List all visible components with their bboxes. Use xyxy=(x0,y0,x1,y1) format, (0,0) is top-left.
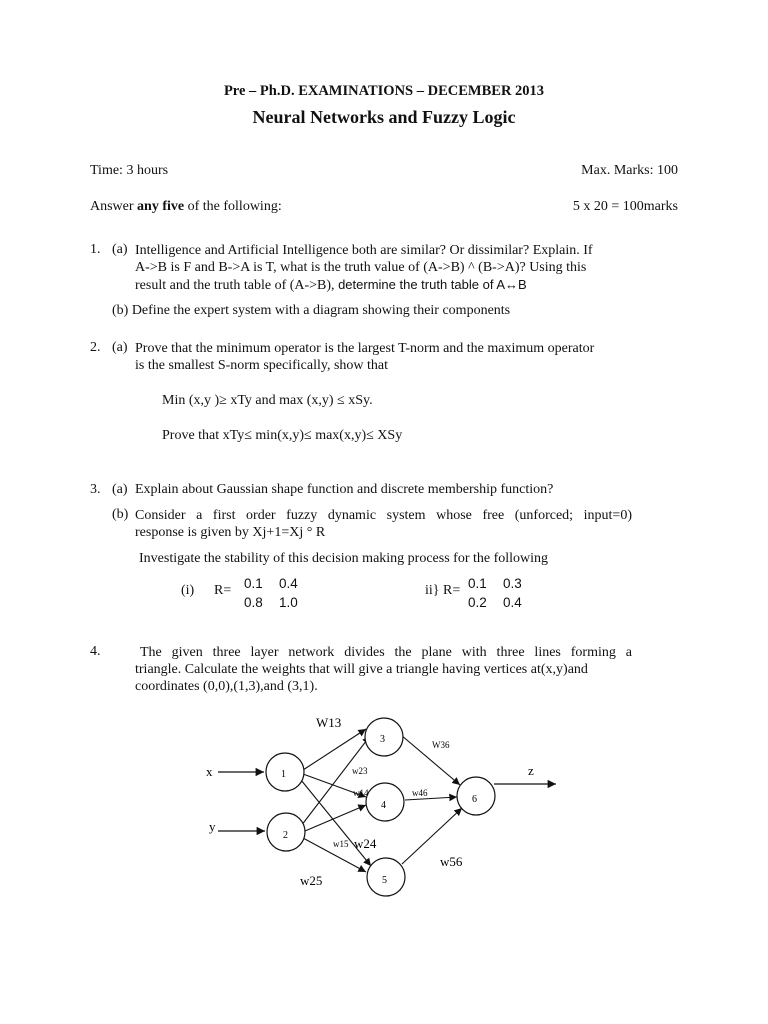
marks-scheme: 5 x 20 = 100marks xyxy=(572,199,678,214)
q2a-line2: is the smallest S-norm specifically, show that xyxy=(135,358,388,373)
q4-line3: coordinates (0,0),(1,3),and (3,1). xyxy=(135,679,318,694)
weight-w36: W36 xyxy=(432,740,450,750)
q1a-line3-sans: determine the truth table of A↔B xyxy=(338,277,527,292)
q2a-label: (a) xyxy=(112,340,128,355)
exam-header: Pre – Ph.D. EXAMINATIONS – DECEMBER 2013 xyxy=(223,83,545,99)
weight-w14: w14 xyxy=(353,788,369,798)
matrix-cell: 0.4 xyxy=(503,595,522,610)
node-4-label: 4 xyxy=(381,800,386,811)
node-6 xyxy=(457,777,495,815)
q4-line2: triangle. Calculate the weights that will give a triangle having vertices at(x,y)and xyxy=(135,662,588,677)
node-1-label: 1 xyxy=(281,769,286,780)
q3-number: 3. xyxy=(90,482,101,497)
node-5-label: 5 xyxy=(382,875,387,886)
node-2-label: 2 xyxy=(283,830,288,841)
matrix-cell: 0.8 xyxy=(244,595,263,610)
q2a-line1: Prove that the minimum operator is the largest T-norm and the maximum operator xyxy=(135,341,595,356)
q1a-label: (a) xyxy=(112,242,128,257)
q4-line1: The given three layer network divides the plane with three lines forming a xyxy=(140,645,632,660)
matrix-cell: 1.0 xyxy=(279,595,298,610)
matrix-cell: 0.1 xyxy=(244,576,263,591)
q1-number: 1. xyxy=(90,242,101,257)
output-z-label: z xyxy=(528,763,534,778)
q3a-text: Explain about Gaussian shape function and discrete membership function? xyxy=(135,482,554,497)
weight-w24: w24 xyxy=(354,836,377,851)
q2-equation-2: Prove that xTy≤ min(x,y)≤ max(x,y)≤ XSy xyxy=(162,428,403,443)
q1a-line3-serif: result and the truth table of (A->B), xyxy=(135,278,339,293)
node-3-label: 3 xyxy=(380,734,385,745)
max-marks-label: Max. Marks: 100 xyxy=(581,163,678,178)
q3-case-i-r: R= xyxy=(214,583,232,598)
edge-1-3 xyxy=(303,729,366,770)
weight-w25: w25 xyxy=(300,873,323,888)
matrix-cell: 0.3 xyxy=(503,576,522,591)
weight-w46: w46 xyxy=(412,788,428,798)
time-label: Time: 3 hours xyxy=(90,163,169,178)
node-1 xyxy=(266,753,304,791)
matrix-cell: 0.1 xyxy=(468,576,487,591)
edge-3-6 xyxy=(401,735,460,785)
q3b-label: (b) xyxy=(112,507,129,522)
node-5 xyxy=(367,858,405,896)
weight-w15: w15 xyxy=(333,839,349,849)
q4-number: 4. xyxy=(90,644,101,659)
matrix-cell: 0.2 xyxy=(468,595,487,610)
node-3 xyxy=(365,718,403,756)
input-y-label: y xyxy=(209,819,216,834)
subject-title: Neural Networks and Fuzzy Logic xyxy=(252,107,516,127)
weight-w23: w23 xyxy=(352,766,368,776)
input-x-label: x xyxy=(206,764,213,779)
q3b-line1: Consider a first order fuzzy dynamic system whose free (unforced; input=0) xyxy=(135,508,632,523)
q3-case-i-label: (i) xyxy=(181,583,195,598)
q3b-line2: response is given by Xj+1=Xj ° R xyxy=(135,525,326,540)
node-6-label: 6 xyxy=(472,794,477,805)
q1a-line1: Intelligence and Artificial Intelligence both are similar? Or dissimilar? Explain. If xyxy=(135,243,593,258)
instructions-pre: Answer xyxy=(90,199,138,214)
matrix-cell: 0.4 xyxy=(279,576,298,591)
node-2 xyxy=(267,813,305,851)
q3-investigate: Investigate the stability of this decision making process for the following xyxy=(139,551,549,566)
q1a-line2: A->B is F and B->A is T, what is the truth value of (A->B) ^ (B->A)? Using this xyxy=(135,260,587,275)
q2-equation-1: Min (x,y )≥ xTy and max (x,y) ≤ xSy. xyxy=(162,393,373,408)
q3a-label: (a) xyxy=(112,482,128,497)
instructions-post: of the following: xyxy=(184,199,282,214)
instructions-bold: any five xyxy=(137,199,185,214)
q2-number: 2. xyxy=(90,340,101,355)
weight-w13: W13 xyxy=(316,715,342,730)
node-4 xyxy=(366,783,404,821)
q1b-text: (b) Define the expert system with a diagram showing their components xyxy=(112,303,511,318)
weight-w56: w56 xyxy=(440,854,463,869)
q3-case-ii-label: ii} R= xyxy=(425,583,461,598)
